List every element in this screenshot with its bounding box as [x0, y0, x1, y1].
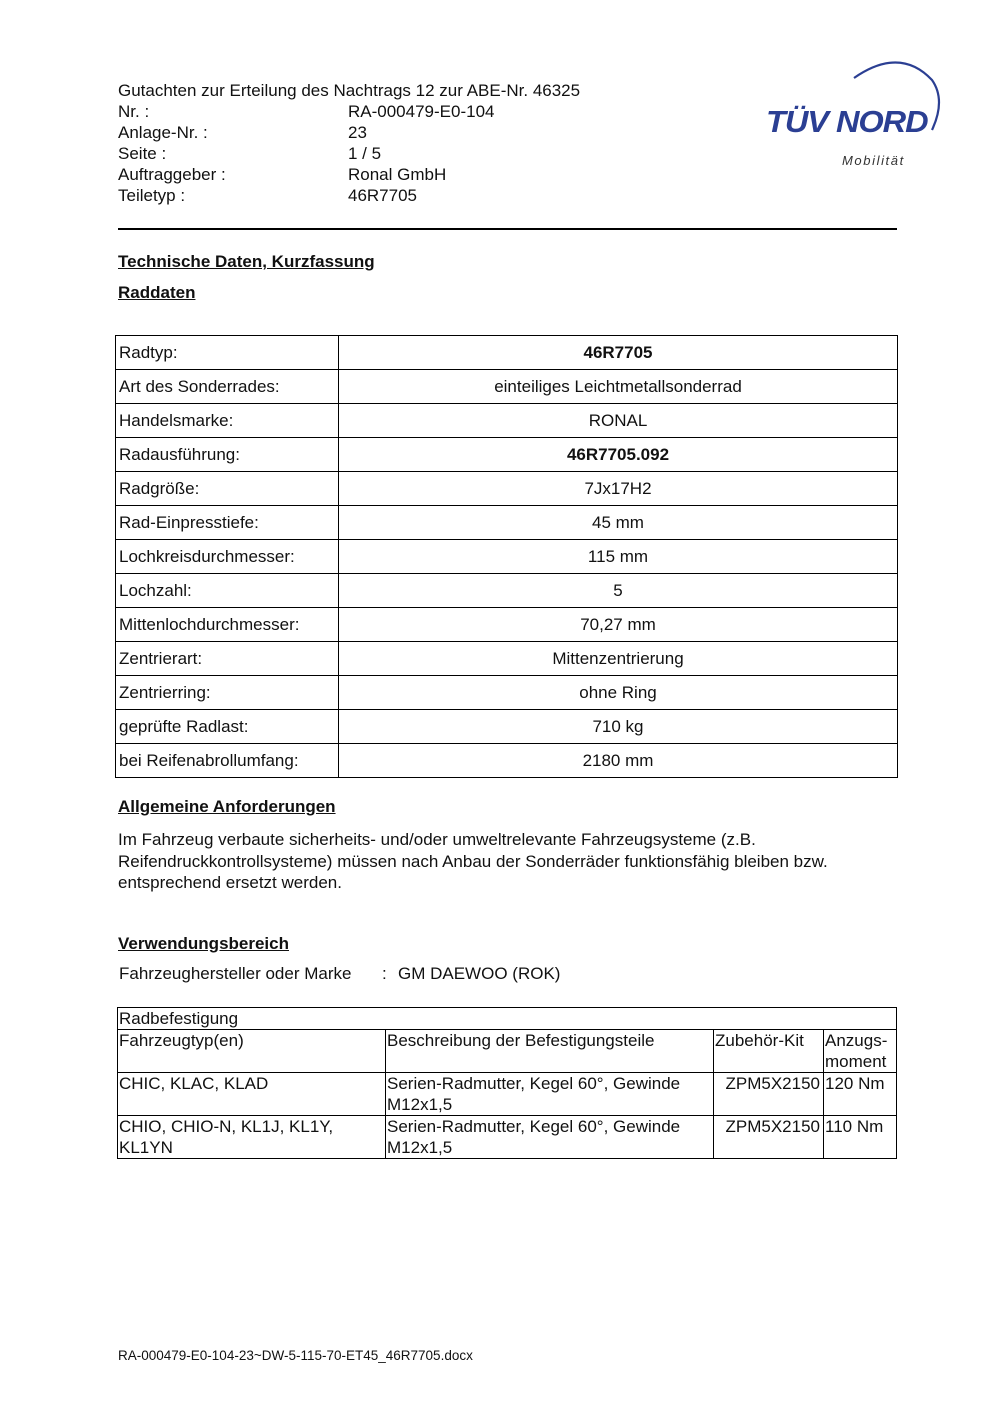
spec-label: Handelsmarke: [116, 404, 339, 438]
header-row-seite [118, 143, 638, 164]
requirements-paragraph: Im Fahrzeug verbaute sicherheits- und/oder umweltrelevante Fahrzeugsysteme (z.B. Reifendruckkontrollsysteme) müssen nach Anbau der Sonderräder funktionsfähig bleiben bzw. entsprechend ersetzt werden. [118, 830, 828, 892]
column-header: Zubehör-Kit [714, 1030, 824, 1073]
column-header: Fahrzeugtyp(en) [118, 1030, 386, 1073]
header-label: Anlage-Nr. : [118, 123, 208, 142]
table-title-row [118, 1008, 897, 1030]
table-row [116, 676, 898, 710]
spec-value: 7Jx17H2 [339, 472, 898, 506]
header-row-teiletyp [118, 185, 638, 206]
section-title-raddaten: Raddaten [118, 283, 196, 302]
table-cell: ZPM5X2150 [714, 1073, 824, 1116]
table-cell: Serien-Radmutter, Kegel 60°, Gewinde M12x1,5 [386, 1073, 714, 1116]
header-divider [118, 228, 897, 230]
manufacturer-line [119, 964, 560, 984]
spec-value: 5 [339, 574, 898, 608]
wheel-data-table [115, 335, 898, 778]
table-row [116, 608, 898, 642]
spec-label: Lochzahl: [116, 574, 339, 608]
spec-value: RONAL [339, 404, 898, 438]
spec-value: 45 mm [339, 506, 898, 540]
header-label: Seite : [118, 144, 167, 163]
spec-label: Lochkreisdurchmesser: [116, 540, 339, 574]
spec-value: 70,27 mm [339, 608, 898, 642]
table-cell: Serien-Radmutter, Kegel 60°, Gewinde M12x1,5 [386, 1116, 714, 1159]
column-header: Anzugs-moment [824, 1030, 897, 1073]
table-row [116, 404, 898, 438]
header-row-auftraggeber [118, 164, 638, 185]
table-cell: CHIO, CHIO-N, KL1J, KL1Y, KL1YN [118, 1116, 386, 1159]
logo-brand: TÜV NORD [766, 104, 928, 139]
spec-value: 710 kg [339, 710, 898, 744]
spec-label: Rad-Einpresstiefe: [116, 506, 339, 540]
table-cell: 120 Nm [824, 1073, 897, 1116]
header-value: 23 [348, 123, 367, 142]
table-cell: ZPM5X2150 [714, 1116, 824, 1159]
table-row [116, 472, 898, 506]
spec-label: Radausführung: [116, 438, 339, 472]
tuv-nord-logo [760, 58, 945, 173]
header-label: Auftraggeber : [118, 165, 226, 184]
document-header [118, 80, 638, 206]
column-header: Beschreibung der Befestigungsteile [386, 1030, 714, 1073]
header-label: Nr. : [118, 102, 150, 121]
table-row [118, 1073, 897, 1116]
report-title: Gutachten zur Erteilung des Nachtrags 12 zur ABE-Nr. 46325 [118, 81, 581, 100]
spec-value: 46R7705.092 [339, 438, 898, 472]
manufacturer-label: Fahrzeughersteller oder Marke [119, 964, 352, 983]
header-value: RA-000479-E0-104 [348, 102, 495, 121]
spec-label: Radtyp: [116, 336, 339, 370]
wheel-fixing-table [117, 1007, 897, 1159]
table-cell: CHIC, KLAC, KLAD [118, 1073, 386, 1116]
spec-label: Zentrierring: [116, 676, 339, 710]
spec-value: 115 mm [339, 540, 898, 574]
header-value: 1 / 5 [348, 144, 382, 163]
table-cell: 110 Nm [824, 1116, 897, 1159]
fixing-title: Radbefestigung [118, 1008, 897, 1030]
spec-value: einteiliges Leichtmetallsonderrad [339, 370, 898, 404]
spec-label: bei Reifenabrollumfang: [116, 744, 339, 778]
header-label: Teiletyp : [118, 186, 186, 205]
section-title-tech: Technische Daten, Kurzfassung [118, 252, 375, 271]
table-row [118, 1116, 897, 1159]
table-row [116, 642, 898, 676]
spec-value: 46R7705 [339, 336, 898, 370]
table-row [116, 506, 898, 540]
table-row [116, 438, 898, 472]
section-title-allgemein: Allgemeine Anforderungen [118, 797, 336, 816]
spec-label: Zentrierart: [116, 642, 339, 676]
table-row [116, 370, 898, 404]
table-row [116, 744, 898, 778]
spec-label: geprüfte Radlast: [116, 710, 339, 744]
header-row-nr [118, 101, 638, 122]
table-row [116, 574, 898, 608]
header-row-anlage [118, 122, 638, 143]
table-row [116, 336, 898, 370]
spec-value: 2180 mm [339, 744, 898, 778]
header-value: Ronal GmbH [348, 165, 447, 184]
spec-label: Mittenlochdurchmesser: [116, 608, 339, 642]
spec-value: ohne Ring [339, 676, 898, 710]
spec-label: Art des Sonderrades: [116, 370, 339, 404]
table-row [116, 540, 898, 574]
footer-filename: RA-000479-E0-104-23~DW-5-115-70-ET45_46R7705.docx [118, 1348, 473, 1363]
section-title-verwendung: Verwendungsbereich [118, 934, 289, 953]
table-row [116, 710, 898, 744]
table-header-row [118, 1030, 897, 1073]
header-value: 46R7705 [348, 186, 418, 205]
logo-subtitle: Mobilität [842, 153, 905, 168]
manufacturer-value: GM DAEWOO (ROK) [398, 964, 561, 983]
manufacturer-separator: : [382, 964, 387, 983]
spec-label: Radgröße: [116, 472, 339, 506]
spec-value: Mittenzentrierung [339, 642, 898, 676]
